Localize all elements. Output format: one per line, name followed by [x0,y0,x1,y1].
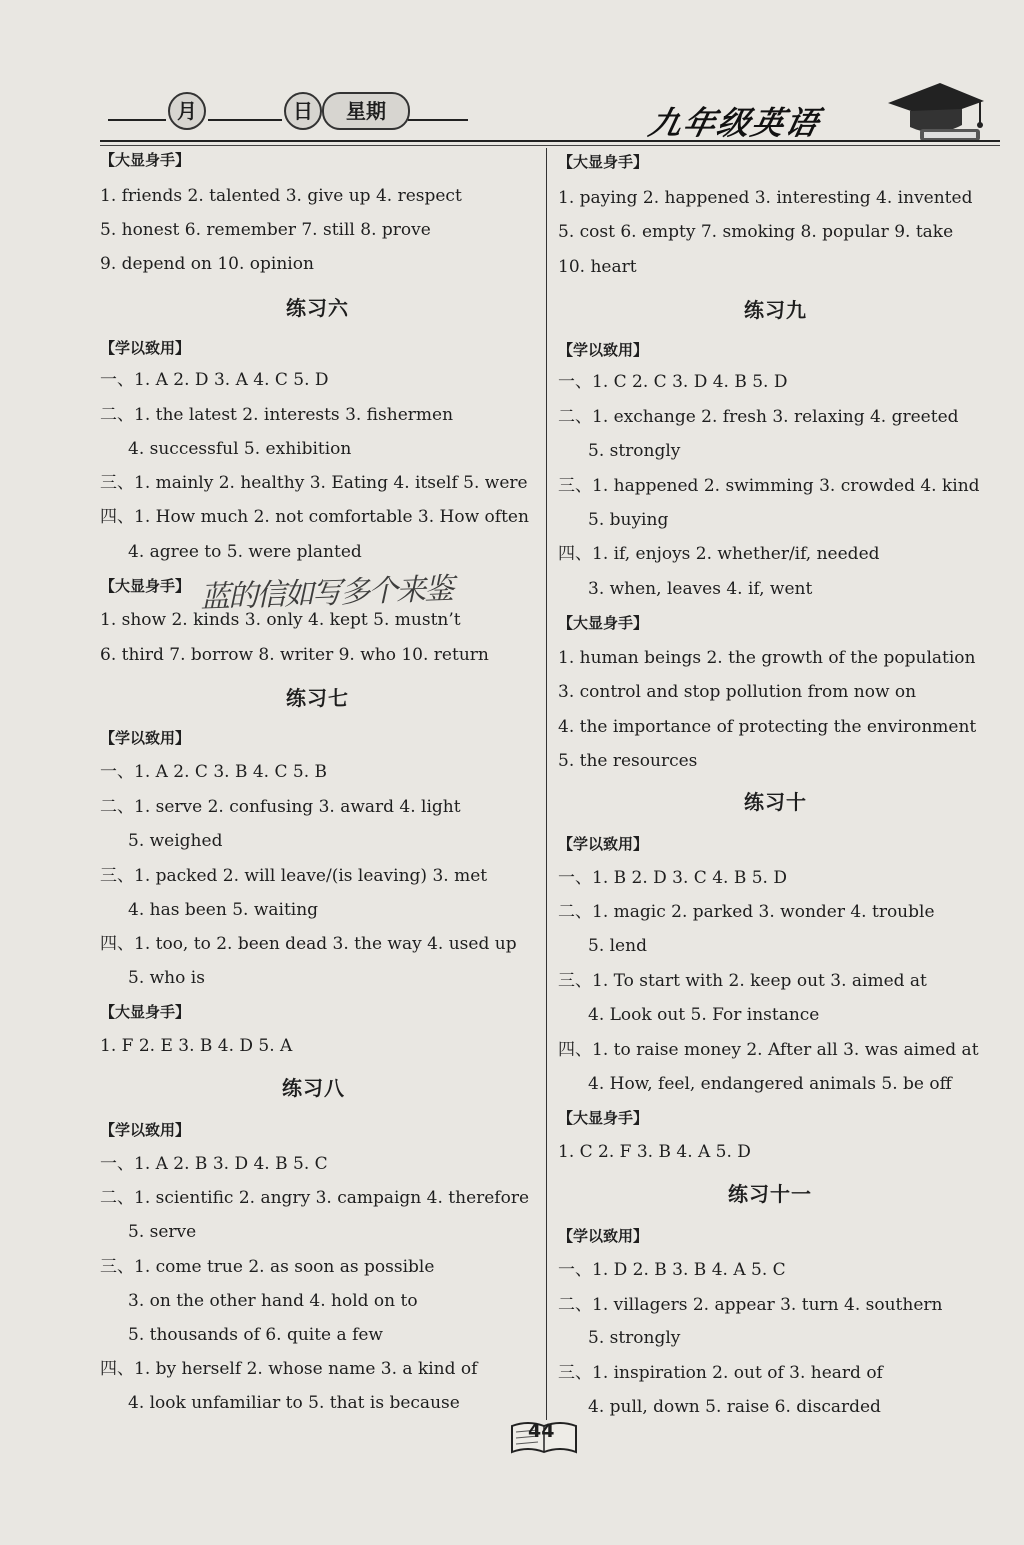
month-label: 月 [168,92,206,130]
weekday-label: 星期 [322,92,410,130]
answer-line: 一、1. A 2. C 3. B 4. C 5. B [100,762,328,782]
answer-line: 4. agree to 5. were planted [128,542,362,562]
graduation-cap-icon [880,75,990,145]
section-label: 【学以致用】 [558,835,649,853]
answer-line: 5. cost 6. empty 7. smoking 8. popular 9. take [558,222,954,242]
day-blank [208,118,282,121]
exercise-title: 练习十一 [728,1182,812,1206]
answer-line: 1. human beings 2. the growth of the population [558,648,976,668]
month-blank [108,118,166,121]
answer-line: 5. serve [128,1222,197,1242]
answer-line: 1. show 2. kinds 3. only 4. kept 5. mustn’t [100,610,461,630]
section-label: 【大显身手】 [100,1003,191,1021]
exercise-title: 练习七 [286,686,349,710]
answer-line: 5. lend [588,936,647,956]
answer-line: 二、1. magic 2. parked 3. wonder 4. trouble [558,902,935,922]
page-header [0,0,1024,150]
section-label: 【大显身手】 [558,1109,649,1127]
exercise-title: 练习九 [744,298,807,322]
answer-line: 二、1. villagers 2. appear 3. turn 4. southern [558,1295,943,1315]
exercise-title: 练习六 [286,296,349,320]
page-number: 44 [528,1420,555,1442]
answer-line: 1. C 2. F 3. B 4. A 5. D [558,1142,751,1162]
answer-line: 四、1. too, to 2. been dead 3. the way 4. used up [100,934,517,954]
answer-line: 一、1. A 2. D 3. A 4. C 5. D [100,370,329,390]
answer-line: 四、1. How much 2. not comfortable 3. How often [100,507,529,527]
answer-line: 4. pull, down 5. raise 6. discarded [588,1397,881,1417]
answer-line: 5. strongly [588,1328,681,1348]
answer-line: 5. the resources [558,751,698,771]
answer-line: 1. F 2. E 3. B 4. D 5. A [100,1036,293,1056]
section-label: 【学以致用】 [558,341,649,359]
weekday-blank [408,118,468,121]
answer-line: 4. has been 5. waiting [128,900,319,920]
section-label: 【学以致用】 [100,339,191,357]
answer-line: 4. How, feel, endangered animals 5. be off [588,1074,952,1094]
answer-line: 三、1. To start with 2. keep out 3. aimed at [558,971,927,991]
answer-line: 二、1. serve 2. confusing 3. award 4. light [100,797,461,817]
answer-line: 4. successful 5. exhibition [128,439,352,459]
answer-line: 三、1. mainly 2. healthy 3. Eating 4. itself 5. were [100,473,528,493]
book-title: 九年级英语 [645,104,824,142]
exercise-title: 练习十 [744,790,807,814]
answer-line: 一、1. D 2. B 3. B 4. A 5. C [558,1260,786,1280]
header-rule [100,140,1000,142]
answer-line: 三、1. packed 2. will leave/(is leaving) 3. met [100,866,488,886]
answer-line: 四、1. by herself 2. whose name 3. a kind of [100,1359,478,1379]
day-label: 日 [284,92,322,130]
answer-line: 一、1. B 2. D 3. C 4. B 5. D [558,868,787,888]
answer-line: 9. depend on 10. opinion [100,254,314,274]
answer-line: 四、1. if, enjoys 2. whether/if, needed [558,544,880,564]
answer-line: 5. buying [588,510,669,530]
section-label: 【学以致用】 [558,1227,649,1245]
answer-line: 1. paying 2. happened 3. interesting 4. invented [558,188,973,208]
column-divider [546,148,547,1420]
answer-line: 二、1. exchange 2. fresh 3. relaxing 4. greeted [558,407,959,427]
answer-line: 3. on the other hand 4. hold on to [128,1291,418,1311]
answer-line: 5. strongly [588,441,681,461]
answer-line: 4. the importance of protecting the environment [558,717,977,737]
answer-line: 5. who is [128,968,205,988]
answer-line: 10. heart [558,257,637,277]
answer-line: 三、1. come true 2. as soon as possible [100,1257,435,1277]
answer-line: 5. thousands of 6. quite a few [128,1325,383,1345]
section-label: 【学以致用】 [100,729,191,747]
date-row [108,88,478,128]
section-label: 【大显身手】 [558,153,649,171]
answer-line: 6. third 7. borrow 8. writer 9. who 10. return [100,645,489,665]
section-label: 【学以致用】 [100,1121,191,1139]
answer-line: 二、1. the latest 2. interests 3. fishermen [100,405,454,425]
header-rule-thin [100,145,1000,146]
answer-line: 3. when, leaves 4. if, went [588,579,813,599]
handwritten-scribble: 蓝的信如写多个来鉴 [199,571,453,616]
answer-line: 4. Look out 5. For instance [588,1005,820,1025]
answer-line: 5. weighed [128,831,223,851]
answer-line: 一、1. C 2. C 3. D 4. B 5. D [558,372,788,392]
answer-line: 三、1. inspiration 2. out of 3. heard of [558,1363,883,1383]
answer-line: 3. control and stop pollution from now on [558,682,917,702]
answer-line: 四、1. to raise money 2. After all 3. was aimed at [558,1040,979,1060]
answer-line: 二、1. scientific 2. angry 3. campaign 4. therefore [100,1188,530,1208]
exercise-title: 练习八 [282,1076,345,1100]
answer-line: 三、1. happened 2. swimming 3. crowded 4. kind [558,476,980,496]
section-label: 【大显身手】 [100,151,191,169]
answer-line: 4. look unfamiliar to 5. that is because [128,1393,460,1413]
answer-line: 5. honest 6. remember 7. still 8. prove [100,220,431,240]
answer-line: 一、1. A 2. B 3. D 4. B 5. C [100,1154,328,1174]
section-label: 【大显身手】 [558,614,649,632]
answer-line: 1. friends 2. talented 3. give up 4. respect [100,186,462,206]
section-label: 【大显身手】 [100,577,191,595]
